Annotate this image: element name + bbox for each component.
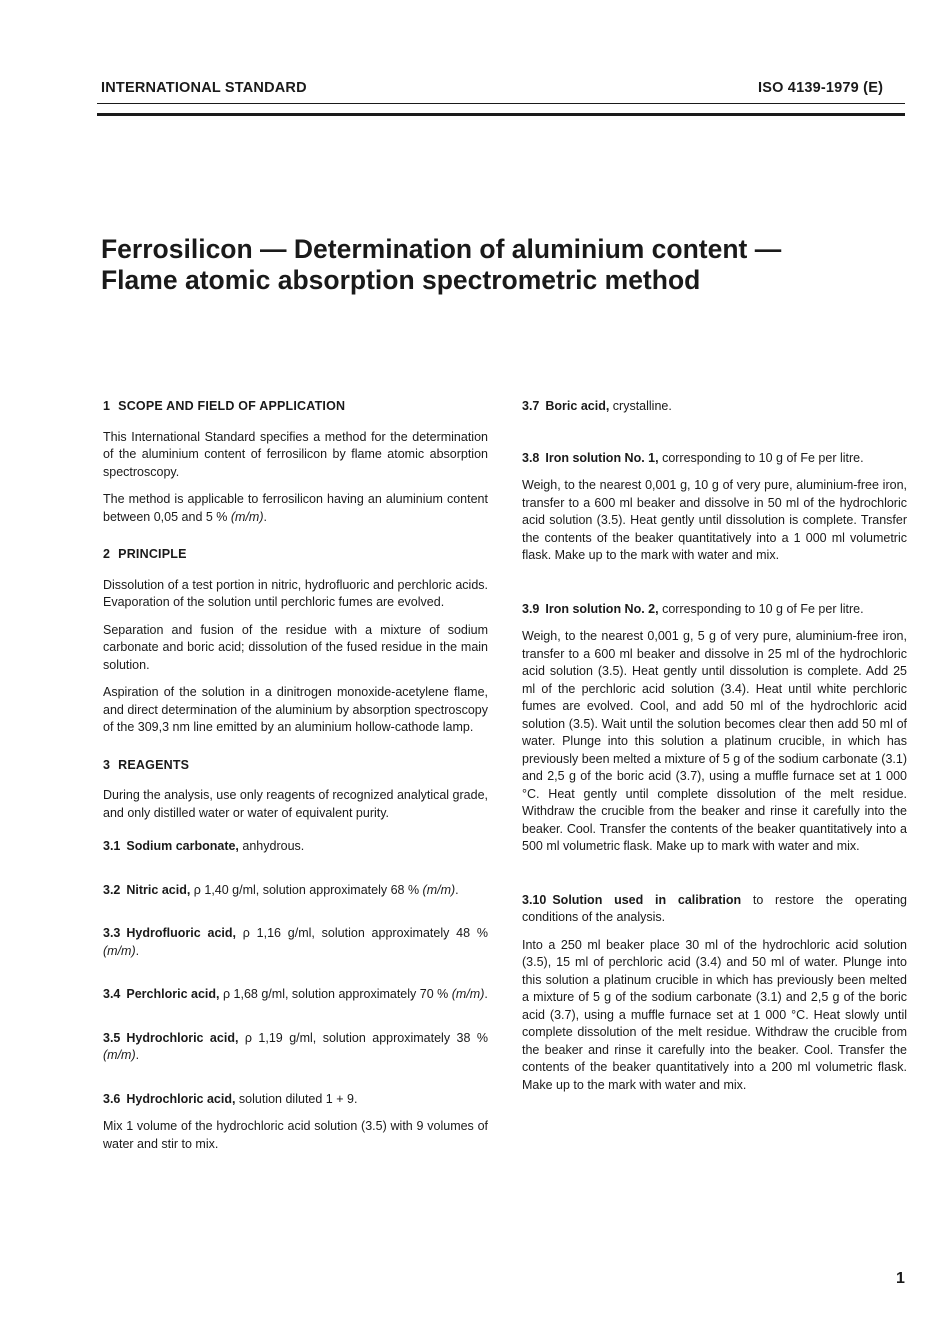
text: ρ 1,40 g/ml, solution approximately 68 % [190, 882, 423, 897]
clause-label: Iron solution No. 1, [545, 450, 659, 465]
header-rule-thin [97, 103, 905, 104]
paragraph: During the analysis, use only reagents of recognized analytical grade, and only distilled water or water of equivalent purity. [103, 788, 488, 820]
text: corresponding to 10 g of Fe per litre. [658, 601, 864, 616]
paragraph: This International Standard specifies a method for the determination of the aluminium content of ferrosilicon by flame atomic absorption spectroscopy. [103, 429, 488, 479]
section-number: 3 [103, 757, 111, 772]
reagent-3-5 [103, 1030, 488, 1065]
header-document-number: ISO 4139-1979 (E) [758, 80, 884, 96]
clause-label: Sodium carbonate, [126, 839, 239, 853]
text: . [263, 509, 267, 524]
text: corresponding to 10 g of Fe per litre. [658, 450, 864, 465]
reagent-3-1 [103, 838, 488, 856]
text: . [484, 987, 488, 1001]
document-title [101, 234, 901, 296]
section-1-heading [103, 398, 488, 416]
clause-number: 3.5 [103, 1030, 121, 1045]
clause-number: 3.2 [103, 882, 121, 897]
text: ρ 1,68 g/ml, solution approximately 70 % [219, 987, 452, 1001]
unit: (m/m) [103, 943, 136, 958]
section-title: SCOPE AND FIELD OF APPLICATION [118, 399, 346, 413]
text: ρ 1,19 g/ml, solution approximately 38 % [238, 1030, 488, 1045]
reagent-3-3 [103, 925, 488, 960]
clause-number: 3.8 [522, 450, 540, 465]
text: The method is applicable to ferrosilicon having an aluminium content between 0,05 and 5 % [103, 492, 488, 524]
section-title: PRINCIPLE [118, 547, 187, 561]
clause-number: 3.9 [522, 601, 540, 616]
reagent-3-4 [103, 986, 488, 1004]
unit: (m/m) [103, 1048, 136, 1062]
right-column [522, 398, 907, 1104]
paragraph [103, 491, 488, 526]
paragraph: Aspiration of the solution in a dinitrogen monoxide-acetylene flame, and direct determination of the aluminium by absorption spectroscopy of the 309,3 nm line emitted by an aluminium hollow-cathode lamp. [103, 685, 488, 734]
text: to restore the operating conditions of the analysis. [522, 892, 907, 924]
paragraph: Into a 250 ml beaker place 30 ml of the hydrochloric acid solution (3.5), 15 ml of perchloric acid (3.4) and 50 ml of water. Plunge into this solution a platinum crucible in which has previously been melted a mixture of 5 g of the sodium carbonate (3.1) and 2,5 g of the boric acid (3.7), using a muffle furnace set at 1 000 °C. Heat slowly until complete dissolution of the melt residue. Withdraw the crucible from the beaker and rinse it carefully into the beaker. Cool. Transfer the contents of the beaker quantitatively into a 200 ml volumetric flask. Make up to the mark with water and mix. [522, 937, 907, 1092]
header-standard-label: INTERNATIONAL STANDARD [101, 80, 307, 96]
reagent-3-2 [103, 882, 488, 900]
header-rule-thick [97, 113, 905, 116]
clause-label: Hydrochloric acid, [126, 1030, 239, 1045]
reagent-3-10 [522, 892, 907, 927]
clause-number: 3.6 [103, 1091, 121, 1106]
clause-label: Hydrochloric acid, [126, 1091, 236, 1106]
title-line-1: Ferrosilicon — Determination of aluminium content — [101, 234, 782, 264]
section-3-heading [103, 757, 488, 775]
clause-label: Perchloric acid, [126, 987, 220, 1001]
section-number: 2 [103, 547, 111, 561]
section-title: REAGENTS [118, 757, 190, 772]
page-number: 1 [896, 1270, 905, 1287]
text: anhydrous. [238, 839, 305, 853]
clause-number: 3.4 [103, 987, 121, 1001]
reagent-3-8 [522, 450, 907, 468]
unit: (m/m) [422, 882, 456, 897]
clause-label: Boric acid, [545, 399, 610, 413]
section-number: 1 [103, 399, 111, 413]
title-line-2: Flame atomic absorption spectrometric method [101, 265, 701, 295]
left-column [103, 398, 488, 1163]
paragraph: Weigh, to the nearest 0,001 g, 5 g of very pure, aluminium-free iron, transfer to a 600 ml beaker and dissolve in 25 ml of the hydrochloric acid solution (3.5). Heat gently until dissolution is complete. Add 25 ml of the perchloric acid solution (3.4). Heat until white perchloric fumes are evolved. Cool, and add 50 ml of the hydrochloric acid solution (3.5). Wait until the solution becomes clear then add 50 ml of water. Plunge into this solution a platinum crucible, in which has previously been melted a mixture of 5 g of the sodium carbonate (3.1) and 2,5 g of the boric acid (3.7), using a muffle furnace set at 1 000 °C. Heat gently until complete dissolution of the melt residue. Withdraw the crucible from the beaker and rinse it carefully into the beaker. Cool. Transfer the contents of the beaker quantitatively into a 500 ml volumetric flask. Make up to mark with water and mix. [522, 629, 907, 853]
paragraph: Separation and fusion of the residue with a mixture of sodium carbonate and boric acid; dissolution of the fused residue in the main solution. [103, 622, 488, 672]
text: ρ 1,16 g/ml, solution approximately 48 % [235, 926, 488, 940]
text: crystalline. [609, 399, 672, 413]
clause-number: 3.3 [103, 926, 121, 940]
reagent-3-7 [522, 398, 907, 416]
clause-label: Nitric acid, [126, 882, 191, 897]
unit: (m/m) [451, 987, 485, 1001]
reagent-3-9 [522, 601, 907, 619]
text: . [455, 882, 459, 897]
paragraph: Mix 1 volume of the hydrochloric acid solution (3.5) with 9 volumes of water and stir to mix. [103, 1119, 488, 1151]
paragraph: Dissolution of a test portion in nitric, hydrofluoric and perchloric acids. Evaporation of the solution until perchloric fumes are evolved. [103, 577, 488, 609]
paragraph: Weigh, to the nearest 0,001 g, 10 g of very pure, aluminium-free iron, transfer to a 600 ml beaker and dissolve in 50 ml of the hydrochloric acid solution (3.5). Heat gently until dissolution is complete. Transfer the contents of the beaker quantitatively into a 1 000 ml volumetric flask. Make up to the mark with water and mix. [522, 478, 907, 562]
clause-number: 3.7 [522, 399, 540, 413]
reagent-3-6 [103, 1091, 488, 1109]
clause-number: 3.1 [103, 839, 121, 853]
section-2-heading [103, 546, 488, 564]
clause-number: 3.10 [522, 892, 547, 907]
clause-label: Iron solution No. 2, [545, 601, 659, 616]
unit: (m/m) [230, 509, 264, 524]
clause-label: Hydrofluoric acid, [126, 926, 236, 940]
text: solution diluted 1 + 9. [235, 1091, 358, 1106]
clause-label: Solution used in calibration [552, 892, 742, 907]
text: . [135, 1048, 140, 1062]
text: . [135, 943, 140, 958]
